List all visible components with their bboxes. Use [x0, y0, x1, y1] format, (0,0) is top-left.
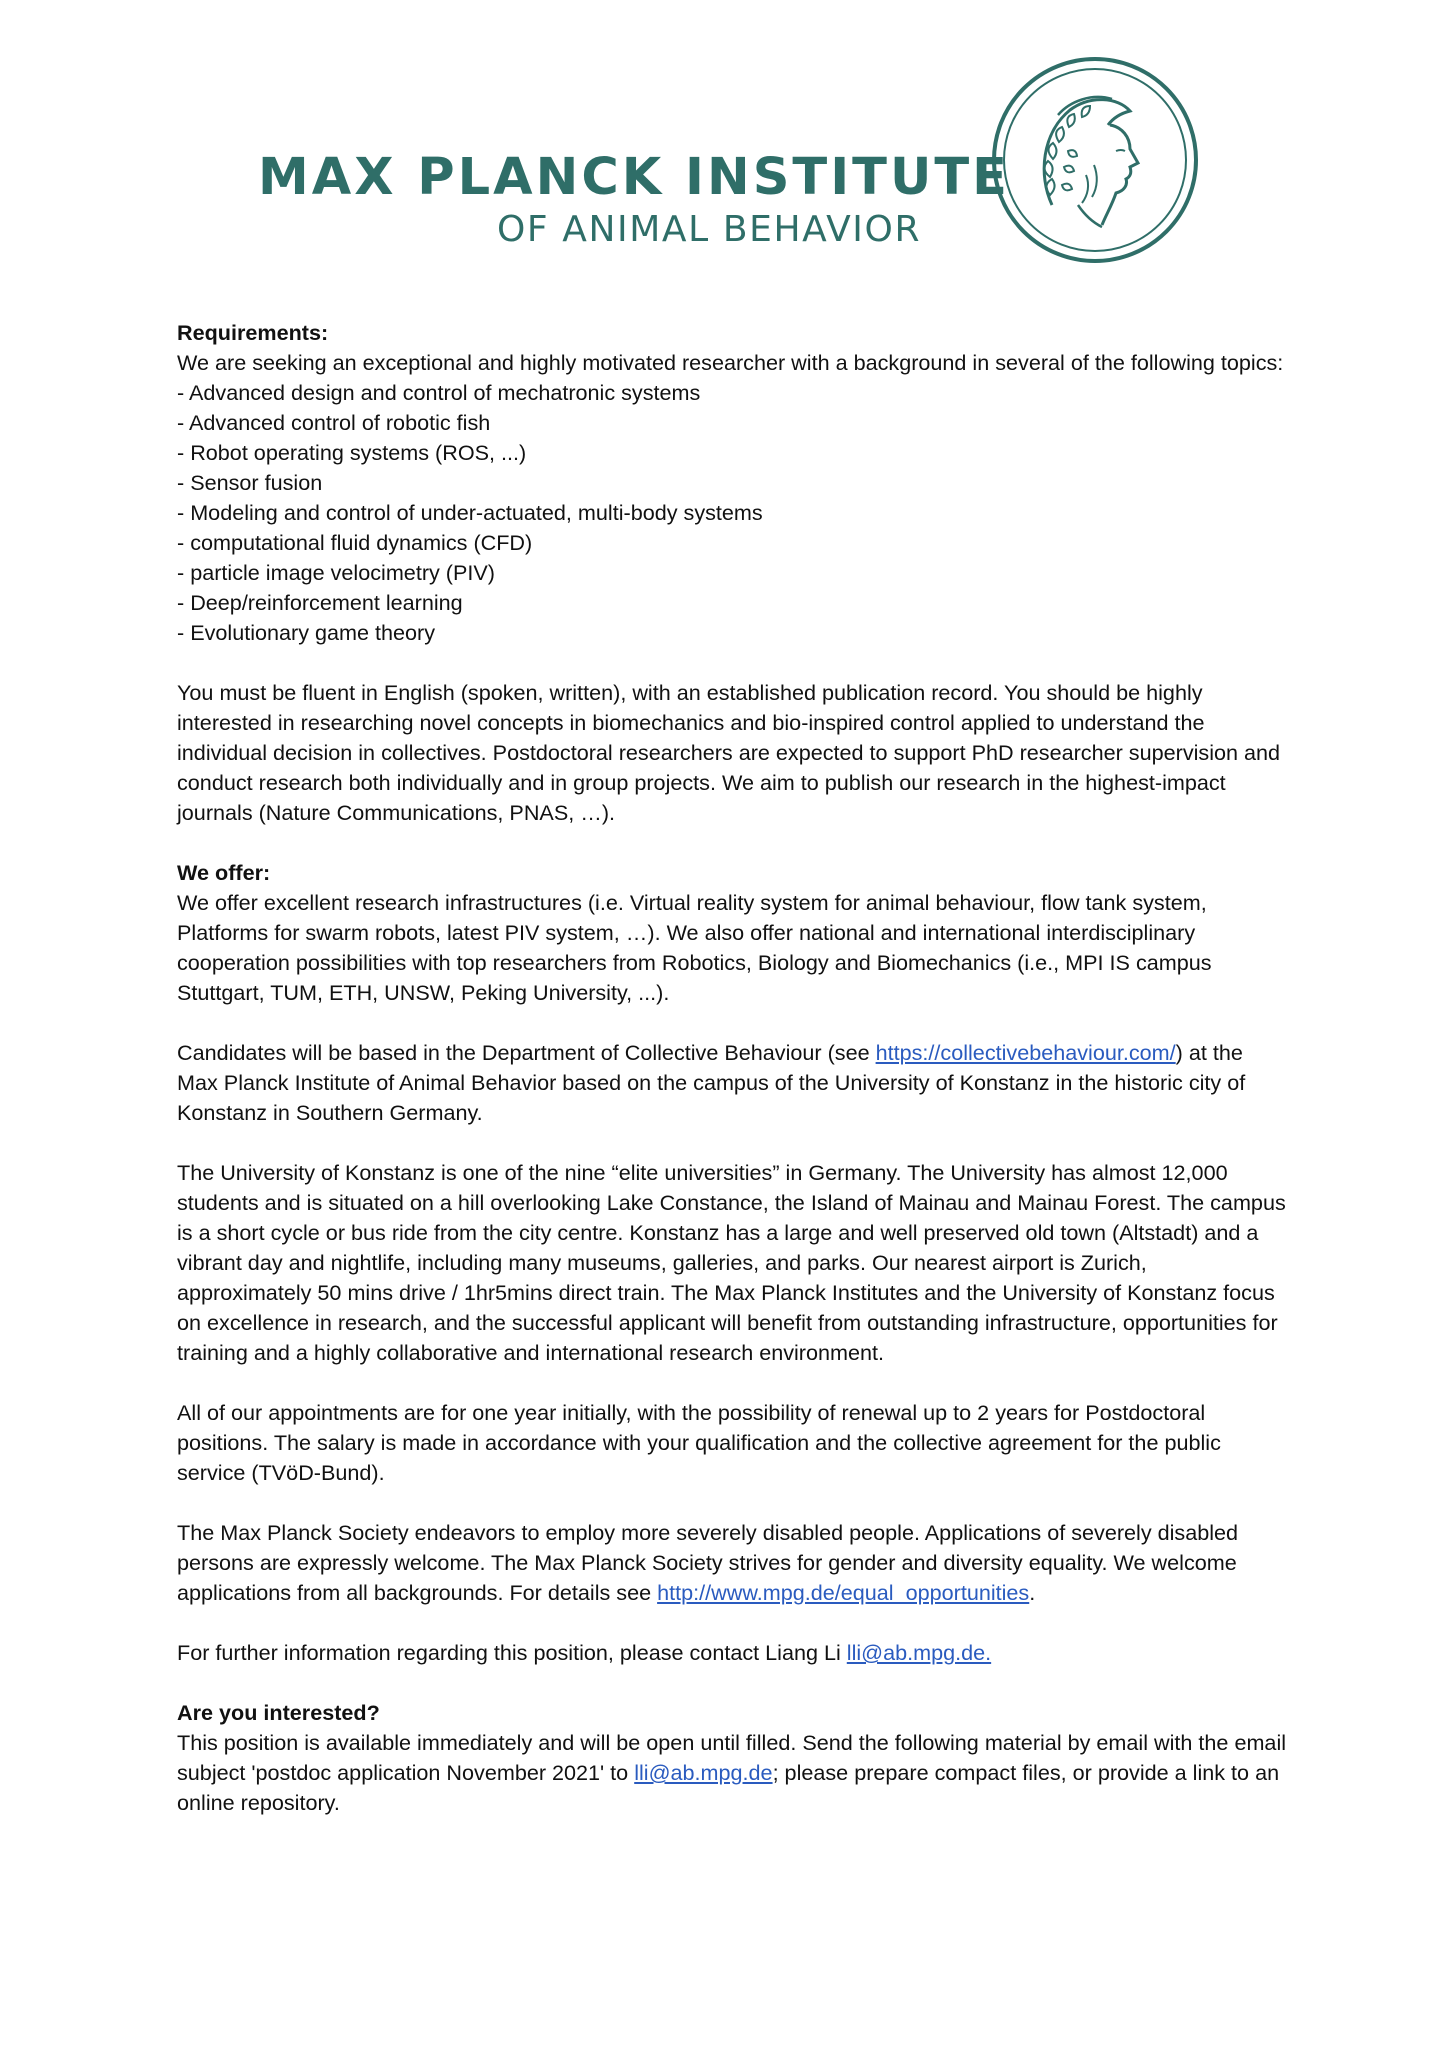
offer-paragraph: We offer excellent research infrastructures (i.e. Virtual reality system for animal behaviour, flow tank system, Platforms for swarm robots, latest PIV system, …). We also offer national and international interdisciplinary cooperation possibilities with top researchers from Robotics, Biology and Biomechanics (i.e., MPI IS campus Stuttgart, TUM, ETH, UNSW, Peking University, ...). [177, 890, 1212, 1005]
interested-text: This position is available immediately and will be open until filled. Send the following material by email with the email subject 'postdoc application November 2021' to [177, 1730, 1287, 1785]
offer-section [177, 858, 1287, 1008]
appointments-paragraph: All of our appointments are for one year initially, with the possibility of renewal up to 2 years for Postdoctoral positions. The salary is made in accordance with your qualification and the collective agreement for the public service (TVöD-Bund). [177, 1400, 1221, 1485]
requirements-intro: We are seeking an exceptional and highly motivated researcher with a background in several of the following topics: [177, 350, 1284, 375]
candidates-paragraph [177, 1038, 1287, 1128]
equal-opportunities-link[interactable]: http://www.mpg.de/equal_opportunities [657, 1580, 1030, 1605]
topic-item: - particle image velocimetry (PIV) [177, 560, 495, 585]
institute-subtitle: OF ANIMAL BEHAVIOR [497, 209, 922, 250]
page-header [0, 0, 1448, 290]
collectivebehaviour-link[interactable]: https://collectivebehaviour.com/ [875, 1040, 1176, 1065]
topic-item: - Advanced design and control of mechatronic systems [177, 380, 701, 405]
contact-text: For further information regarding this position, please contact Liang Li [177, 1640, 847, 1665]
institute-title: MAX PLANCK INSTITUTE [258, 148, 1011, 207]
university-paragraph: The University of Konstanz is one of the nine “elite universities” in Germany. The University has almost 12,000 students and is situated on a hill overlooking Lake Constance, the Island of Mainau and Mainau Forest. The campus is a short cycle or bus ride from the city centre. Konstanz has a large and well preserved old town (Altstadt) and a vibrant day and nightlife, including many museums, galleries, and parks. Our nearest airport is Zurich, approximately 50 mins drive / 1hr5mins direct train. The Max Planck Institutes and the University of Konstanz focus on excellence in research, and the successful applicant will benefit from outstanding infrastructure, opportunities for training and a highly collaborative and international research environment. [177, 1160, 1286, 1365]
offer-heading: We offer: [177, 860, 271, 885]
topic-item: - Evolutionary game theory [177, 620, 436, 645]
interested-text-end: ; please prepare compact files, or provide a link to an online repository. [177, 1760, 1280, 1815]
topic-item: - Deep/reinforcement learning [177, 590, 463, 615]
topic-item: - Robot operating systems (ROS, ...) [177, 440, 527, 465]
minerva-seal-icon [990, 55, 1200, 265]
interested-heading: Are you interested? [177, 1700, 380, 1725]
topics-list [177, 378, 1287, 648]
equality-text: The Max Planck Society endeavors to employ more severely disabled people. Applications of severely disabled persons are expressly welcome. The Max Planck Society strives for gender and diversity equality. We welcome applications from all backgrounds. For details see [177, 1520, 1239, 1605]
interested-section [177, 1698, 1287, 1818]
candidates-text-end: ) at the Max Planck Institute of Animal Behavior based on the campus of the University of Konstanz in the historic city of Konstanz in Southern Germany. [177, 1040, 1246, 1125]
topic-item: - Modeling and control of under-actuated, multi-body systems [177, 500, 763, 525]
topic-item: - computational fluid dynamics (CFD) [177, 530, 533, 555]
topic-item: - Advanced control of robotic fish [177, 410, 491, 435]
topic-item: - Sensor fusion [177, 470, 323, 495]
requirements-section [177, 318, 1287, 648]
candidates-text: Candidates will be based in the Department of Collective Behaviour (see [177, 1040, 876, 1065]
contact-paragraph [177, 1638, 1287, 1668]
equality-text-end: . [1029, 1580, 1036, 1605]
application-email-link[interactable]: lli@ab.mpg.de [634, 1760, 773, 1785]
equality-paragraph [177, 1518, 1287, 1608]
qualifications-paragraph: You must be fluent in English (spoken, written), with an established publication record. You should be highly interested in researching novel concepts in biomechanics and bio-inspired control applied to understand the individual decision in collectives. Postdoctoral researchers are expected to support PhD researcher supervision and conduct research both individually and in group projects. We aim to publish our research in the highest-impact journals (Nature Communications, PNAS, …). [177, 680, 1281, 825]
requirements-heading: Requirements: [177, 320, 329, 345]
contact-email-link[interactable]: lli@ab.mpg.de. [846, 1640, 992, 1665]
job-description [177, 318, 1287, 1848]
